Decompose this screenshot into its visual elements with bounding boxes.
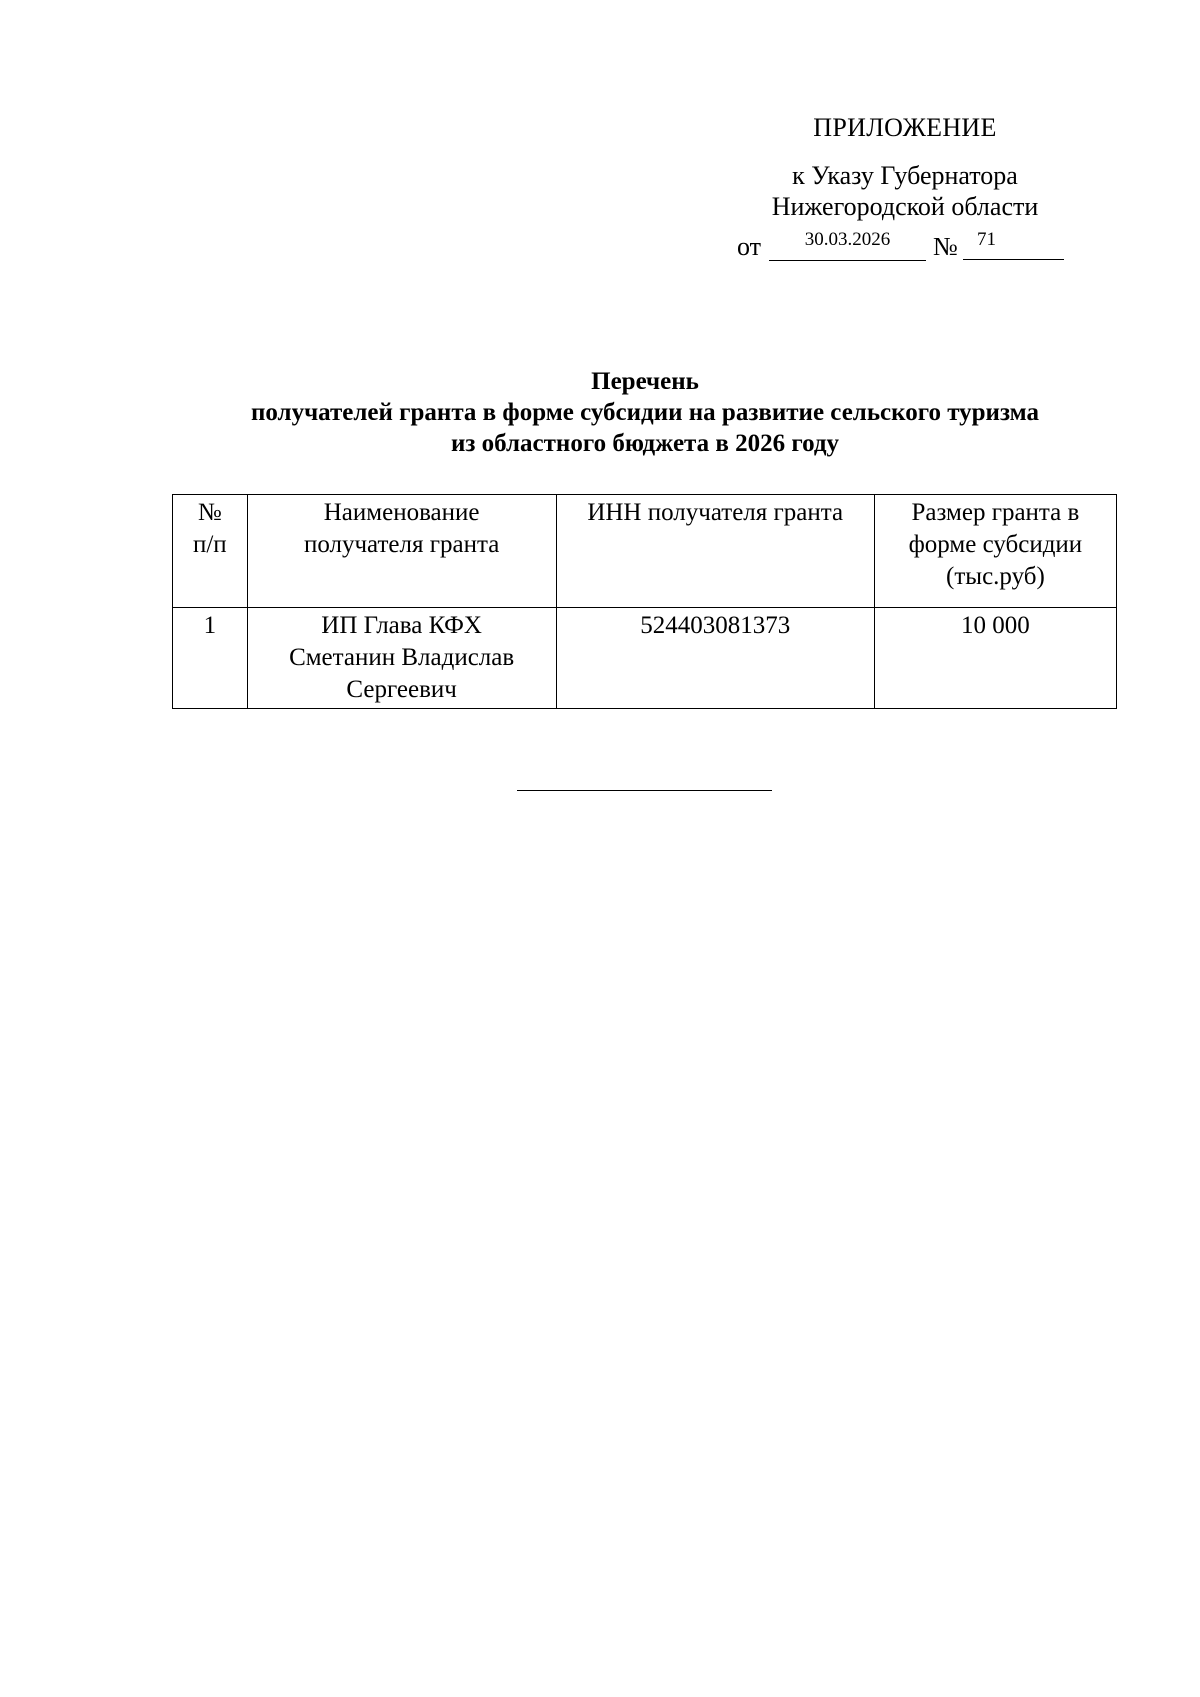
appendix-title: ПРИЛОЖЕНИЕ: [813, 113, 997, 142]
cell-grant-amount: 10 000: [874, 608, 1116, 709]
appendix-ref-line1: к Указу Губернатора: [792, 161, 1018, 190]
appendix-header: [720, 112, 1090, 222]
table-row: [173, 608, 1117, 709]
header-name-line1: Наименование: [323, 499, 480, 526]
closing-divider: [517, 790, 772, 791]
cell-number: 1: [173, 608, 248, 709]
header-inn-text: ИНН получателя гранта: [587, 499, 844, 526]
recipient-name-line1: ИП Глава КФХ: [321, 612, 482, 639]
header-number-line2: п/п: [192, 531, 227, 558]
cell-inn: 524403081373: [556, 608, 874, 709]
header-amount-line1: Размер гранта в: [911, 499, 1080, 526]
grant-recipients-table: [172, 494, 1117, 709]
recipient-name-line2: Сметанин Владислав: [289, 644, 515, 671]
decree-date: 30.03.2026: [769, 230, 926, 261]
number-prefix: №: [933, 232, 958, 261]
appendix-reference: [720, 160, 1090, 222]
header-amount-line3: (тыс.руб): [946, 563, 1045, 590]
header-number-line1: №: [197, 499, 222, 526]
cell-recipient-name: [247, 608, 556, 709]
date-prefix: от: [737, 232, 762, 261]
header-recipient-name: [247, 495, 556, 608]
table-header-row: [173, 495, 1117, 608]
title-line3: из областного бюджета в 2026 году: [450, 430, 840, 457]
document-title: [150, 366, 1140, 459]
header-grant-amount: [874, 495, 1116, 608]
title-line2: получателей гранта в форме субсидии на развитие сельского туризма: [250, 399, 1040, 426]
header-number: [173, 495, 248, 608]
header-amount-line2: форме субсидии: [908, 531, 1083, 558]
recipient-name-line3: Сергеевич: [346, 676, 457, 703]
decree-number: 71: [963, 230, 1064, 260]
header-name-line2: получателя гранта: [303, 531, 500, 558]
appendix-dateline: [737, 230, 1097, 266]
title-line1: Перечень: [591, 368, 699, 395]
header-inn: [556, 495, 874, 608]
appendix-ref-line2: Нижегородской области: [771, 192, 1039, 221]
